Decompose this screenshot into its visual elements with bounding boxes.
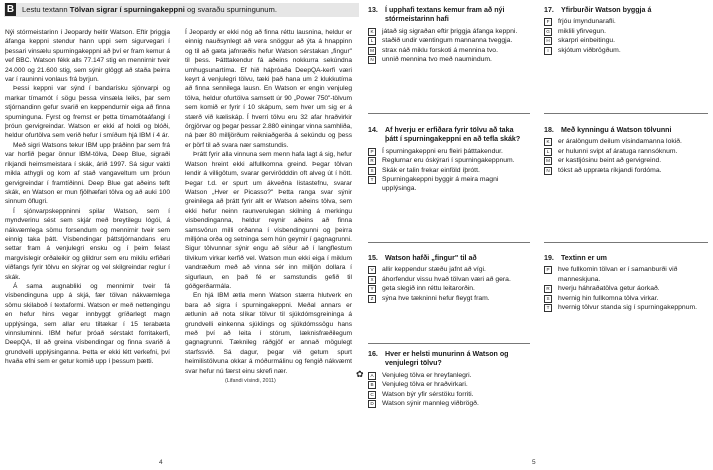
instruction-prefix: Lestu textann <box>22 5 70 14</box>
answer-option[interactable] <box>368 294 528 303</box>
answer-checkbox[interactable]: R <box>368 157 376 165</box>
answer-option[interactable] <box>368 27 528 36</box>
answer-checkbox[interactable]: M <box>368 47 376 55</box>
option-text: Watson býr yfir sérstöku forriti. <box>382 390 474 398</box>
answer-option[interactable] <box>544 36 708 45</box>
question-19 <box>544 254 708 312</box>
answer-checkbox[interactable]: N <box>368 56 376 64</box>
option-text: Í spurningakeppni eru fleiri þátttakendur. <box>382 147 503 155</box>
article-paragraph: En hjá IBM ætla menn Watson stærra hlutverk en bara að sigra í spurningakeppni. Meðal annars er ætlunin að nota slíkar tölvur til sjúkdómsgreininga á grundvelli einkenna sjúklings og sjúkdómssögu hans með því að leita í stórum, læknisfræðilegum gagnagrunni. Tæknileg ráðgjöf er annað mögulegt starfssvið. Sá dagur, þegar við getum spurt heimilistölvuna okkar á móðurmálinu og fengið nákvæmt svar hefur nú færst einu skrefi nær. <box>185 292 352 375</box>
answer-option[interactable] <box>544 156 708 165</box>
divider <box>368 113 530 114</box>
question-text: Með kynningu á Watson tölvunni <box>561 126 672 134</box>
answer-option[interactable] <box>368 36 528 45</box>
answer-option[interactable] <box>544 303 708 312</box>
question-text: Textinn er um <box>561 254 607 262</box>
answer-option[interactable] <box>544 27 708 36</box>
answer-checkbox[interactable]: X <box>368 276 376 284</box>
instruction-title: Tölvan sigrar í spurningakeppni <box>69 5 185 14</box>
option-text: Spurningakeppni byggir á meira magni upplýsinga. <box>382 176 499 193</box>
divider <box>544 242 708 243</box>
question-text: Hver er helsti munurinn á Watson og venjulegri tölvu? <box>385 350 509 368</box>
answer-option[interactable] <box>368 390 528 399</box>
option-text: er áralöngum deilum vísindamanna lokið. <box>558 138 682 146</box>
answer-checkbox[interactable]: L <box>544 148 552 156</box>
divider <box>368 343 530 344</box>
answer-option[interactable] <box>368 380 528 389</box>
answer-checkbox[interactable]: B <box>368 381 376 389</box>
answer-option[interactable] <box>368 265 528 274</box>
article-paragraph: Þessi keppni var sýnd í bandarísku sjónvarpi og markar tímamót í sögu þessa vinsæla leiks, þar sem stjórnandinn gefur svarið en keppendurnir eiga að finna spurninguna. Fyrst og fremst er þetta tímamótaáfangi í þróun gervigreindar. Watson er ekki af holdi og blóði, heldur ofurtölva sem verið hefur í smíðum hjá IBM í 4 ár. <box>5 85 170 140</box>
answer-checkbox[interactable]: M <box>544 157 552 165</box>
answer-checkbox[interactable]: N <box>544 167 552 175</box>
answer-option[interactable] <box>368 284 528 293</box>
page-number-left: 4 <box>159 459 163 466</box>
answer-checkbox[interactable]: K <box>544 138 552 146</box>
article-paragraph: Á sama augnabliki og mennirnir tveir fá vísbendinguna upp á skjá, fær tölvan nákvæmlega sömu skilaboð í textaformi. Watson er með nettengingu en hefur hins vegar innbyggt gríðarlegt magn upplýsinga, sem allar eru tiltækar í 15 terabæta vinnsluminni. IBM hefur þróað sérstakt forritakerfi, DeepQA, til að greina vísbendingar og finna svarið á grundvelli upplýsinganna. Þetta er ekki létt verkefni, því hvaða efni sem er getur komið upp í þessum þætti. <box>5 282 170 366</box>
answer-checkbox[interactable]: I <box>544 47 552 55</box>
page-number-right: 5 <box>532 459 536 466</box>
option-text: skjótum viðbrögðum. <box>558 46 621 54</box>
answer-option[interactable] <box>368 156 528 165</box>
option-text: sýna hve tækninni hefur fleygt fram. <box>382 294 490 302</box>
question-15 <box>368 254 528 303</box>
answer-option[interactable] <box>544 46 708 55</box>
answer-option[interactable] <box>368 371 528 380</box>
source-citation: (Lifandi vísindi, 2011) <box>225 378 276 385</box>
question-number: 15. <box>368 254 378 262</box>
article-column-1 <box>5 28 170 367</box>
question-number: 19. <box>544 254 554 262</box>
answer-option[interactable] <box>368 275 528 284</box>
answer-option[interactable] <box>368 175 528 194</box>
answer-option[interactable] <box>544 294 708 303</box>
option-text: áhorfendur vissu hvað tölvan væri að gera. <box>382 275 511 283</box>
option-text: Venjuleg tölva er hraðvirkari. <box>382 381 468 389</box>
answer-checkbox[interactable]: G <box>544 28 552 36</box>
option-text: Reglurnar eru óskýrari í spurningakeppnum. <box>382 157 515 165</box>
answer-option[interactable] <box>544 166 708 175</box>
answer-checkbox[interactable]: C <box>368 391 376 399</box>
answer-checkbox[interactable]: Y <box>368 285 376 293</box>
answer-checkbox[interactable]: S <box>368 167 376 175</box>
divider <box>544 113 708 114</box>
answer-option[interactable] <box>368 166 528 175</box>
option-text: er hulunni svipt af áratuga rannsóknum. <box>558 147 678 155</box>
question-text: Watson hafði „fingur" til að <box>385 254 477 262</box>
option-text: unnið mennina tvo með naumindum. <box>382 56 492 64</box>
answer-checkbox[interactable]: T <box>544 304 552 312</box>
option-text: hvernig hin fullkomna tölva virkar. <box>558 294 659 302</box>
divider <box>368 242 530 243</box>
answer-checkbox[interactable]: L <box>368 37 376 45</box>
question-13 <box>368 6 528 64</box>
article-paragraph: Í sjónvarpskeppninni spilar Watson, sem í myndverinu sést sem skjár með breytilegu lógói, á nákvæmlega sömu forsendum og mennirnir tveir sem einnig taka þátt. Vísbendingar þáttstjórnandans eru settar fram á venjulegri ensku og í þeim felast margvíslegir orðaleikir og glildrur sem eru mikilu erfiðari viðfangs fyrir tölvu en skýrar og vel skilgreindar reglur í skák. <box>5 207 170 281</box>
section-badge: B <box>6 4 15 15</box>
flower-icon: ✿ <box>356 369 364 379</box>
article-paragraph: Í Jeopardy er ekki nóg að finna réttu lausnina, heldur er einnig nauðsynlegt að vera snöggur að ýta á hnappinn og til að gæta jafnræðis hefur Watson sérstakan „fingur" til þess. Þátttakendur fá aðeins nokkurra sekúndna umhugsunartíma. Ef hið háþróaða DeepQA-kerfi væri keyrt á venjulegri tölvu, tæki það hana um 2 klukkutíma að finna sennilega lausn. En Watson er engin venjuleg tölva, heldur ofurtölva samsett úr 90 „Power 750"-tölvum sem komið er fyrir í 10 skápum, sem hver um sig er á stærð við kæliskáp. Í hverri tölvu eru 32 afar hraðvirkir örgjörvar og þegar þessar 2.880 einingar vinna samhliða, ná þær 80 milljörðum reikniaðgerða á sekúndu og þess er þörf til að svara nær samstundis. <box>185 29 352 149</box>
answer-checkbox[interactable]: F <box>544 18 552 26</box>
article-paragraph: Þrátt fyrir alla vinnuna sem menn hafa lagt á sig, hefur Watson hreint ekki alfullkomna greind. Þegar tölvan lendir á villigötum, svarar gervirödddin oft alveg út í hött. Þegar t.d. er spurt um ákveðna listastefnu, svarar Watson „Hver er Picasso?" Þetta ranga svar sýnir greinilega að þrátt fyrir allt er Watson aðeins tölva, sem ekki hefur neinn raunverulegan skilning á merkingu vísbendinganna, heldur reynir aðeins að finna samsvörun milli orðanna í vísbendingunni og þeirra milljóna orða og setninga sem hún geymir í gagnagrunni. Sigur tölvunnar sýnir engu að síður að í langflestum tilvikum virkar kerfið vel. Watson mun ekki eiga í miklum vandræðum með að vinna sér inn milljón dollara í sigurlaun, en það fé er samstundis gefið til góðgerðarmála. <box>185 151 352 290</box>
article-paragraph: Nýi stórmeistarinn í Jeopardy heitir Watson. Eftir þriggja áfanga keppni stendur hann uppi sem sigurvegari í þessari vinsælu spurningakeppni að því er fram kemur á vef BBC. Watson fékk alls 77.147 stig en mennirnir tveir 24.000 og 21.600 stig, sem sýnir glöggt að staða þeirra var í rauninni vonlaus frá byrjun. <box>5 29 170 84</box>
question-number: 13. <box>368 6 378 14</box>
answer-checkbox[interactable]: K <box>368 28 376 36</box>
answer-option[interactable] <box>368 55 528 64</box>
question-number: 18. <box>544 126 554 134</box>
question-17 <box>544 6 708 55</box>
answer-checkbox[interactable]: D <box>368 400 376 408</box>
question-number: 14. <box>368 126 378 134</box>
option-text: geta slegið inn réttu leitarorðin. <box>382 285 475 293</box>
option-text: Watson sýnir mannleg viðbrögð. <box>382 400 479 408</box>
question-14 <box>368 126 528 194</box>
question-text: Yfirburðir Watson byggja á <box>561 6 652 14</box>
option-text: hverju háhraðatölva getur áorkað. <box>558 285 660 293</box>
option-text: tókst að uppræta ríkjandi fordóma. <box>558 166 662 174</box>
question-text: Af hverju er erfiðara fyrir tölvu að taka þátt í spurningakeppni en að tefla skák? <box>385 126 521 144</box>
article-column-2 <box>185 28 352 386</box>
option-text: strax náð miklu forskoti á mennina tvo. <box>382 46 498 54</box>
option-text: hvernig tölvur standa sig í spurningakeppnum. <box>558 304 698 312</box>
answer-checkbox[interactable]: P <box>544 266 552 274</box>
answer-checkbox[interactable]: H <box>544 37 552 45</box>
option-text: staðið undir væntingum mannanna tveggja. <box>382 37 513 45</box>
option-text: Skák er talin frekar einföld íþrótt. <box>382 166 480 174</box>
answer-option[interactable] <box>544 265 708 284</box>
option-text: allir keppendur stæðu jafnt að vígi. <box>382 266 486 274</box>
question-16 <box>368 350 528 408</box>
answer-checkbox[interactable]: R <box>544 285 552 293</box>
article-paragraph: Með sigri Watsons tekur IBM upp þráðinn þar sem frá var horfið þegar önnur IBM-tölva, Deep Blue, sigraði ríkjandi heimsmeistara í skák, árið 1997. Sá sigur vakti mikla athygli og kom af stað vangaveltum um þróun gervigreindar í framtíðinni. Deep Blue gat aðeins teflt skák, en Watson er mun fjölhæfari tölva og að auki 100 sinnum öflugri. <box>5 141 170 206</box>
answer-option[interactable] <box>368 399 528 408</box>
answer-checkbox[interactable]: V <box>368 266 376 274</box>
option-text: Venjuleg tölva er hreyfanlegri. <box>382 371 472 379</box>
option-text: frjóu ímyndunarafli. <box>558 18 616 26</box>
question-number: 17. <box>544 6 554 14</box>
answer-option[interactable] <box>544 284 708 293</box>
question-number: 16. <box>368 350 378 358</box>
answer-checkbox[interactable]: S <box>544 295 552 303</box>
answer-checkbox[interactable]: P <box>368 148 376 156</box>
answer-option[interactable] <box>544 147 708 156</box>
question-18 <box>544 126 708 175</box>
option-text: játað sig sigraðan eftir þriggja áfanga keppni. <box>382 27 518 35</box>
question-text: Í upphafi textans kemur fram að nýi stórmeistarinn hafi <box>385 6 505 24</box>
option-text: er kastljósinu beint að gervigreind. <box>558 157 662 165</box>
answer-option[interactable] <box>544 137 708 146</box>
answer-checkbox[interactable]: A <box>368 372 376 380</box>
instruction <box>22 4 277 15</box>
answer-option[interactable] <box>368 46 528 55</box>
answer-option[interactable] <box>368 147 528 156</box>
option-text: hve fullkomin tölvan er í samanburði við manneskjuna. <box>558 266 678 283</box>
option-text: skarpri einbeitingu. <box>558 37 616 45</box>
answer-option[interactable] <box>544 17 708 26</box>
answer-checkbox[interactable]: T <box>368 176 376 184</box>
answer-checkbox[interactable]: Z <box>368 295 376 303</box>
option-text: miklili yfirvegun. <box>558 27 606 35</box>
instruction-suffix: og svaraðu spurningunum. <box>184 5 277 14</box>
